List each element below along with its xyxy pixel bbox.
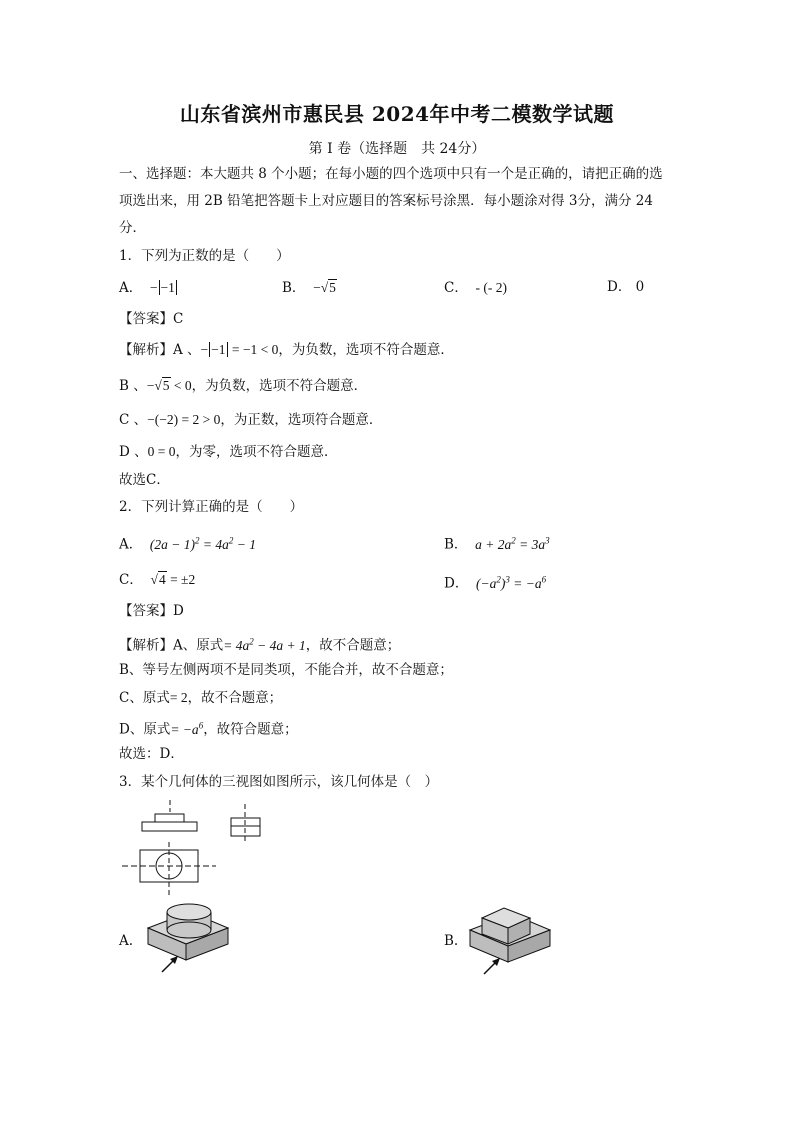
- q1-option-c: C． - (- 2): [444, 280, 507, 296]
- q1-option-b: B． −√5: [282, 280, 336, 296]
- q2-analysis-a: 【解析】A、原式= $4a^2 - 4a + 1$，故不合题意；: [119, 636, 401, 654]
- q2-conclusion: 故选：D．: [119, 746, 184, 762]
- q2-analysis-d: D、原式= $-a^6$，故符合题意；: [119, 720, 298, 738]
- three-view-drawing: [118, 800, 278, 900]
- q1-option-d-label: D．: [607, 279, 632, 295]
- q1-answer: 【答案】C: [119, 311, 184, 327]
- section-heading: 第 I 卷（选择题 共 24分）: [308, 141, 486, 157]
- intro-line-3: 分．: [119, 220, 146, 236]
- q1-option-a: A． − −1: [119, 280, 175, 296]
- q1-option-b-label: B．: [282, 280, 306, 296]
- q2-option-d: D． $(-a^2)^3 = -a^6$: [444, 574, 547, 592]
- q1-analysis-d: D 、0 = 0，为零，选项不符合题意．: [119, 444, 338, 460]
- front-view: [142, 800, 197, 831]
- q1-option-c-label: C．: [444, 280, 468, 296]
- q1-analysis-a: 【解析】A 、− −1 = −1 < 0，为负数，选项不符合题意．: [119, 342, 454, 358]
- q3-option-b-figure: [462, 900, 562, 980]
- q2-option-a: A． $(2a - 1)^2 = 4a^2 - 1$: [119, 535, 257, 553]
- q1-conclusion: 故选C．: [119, 472, 170, 488]
- q2-option-c: C． √4 = ±2: [119, 572, 196, 588]
- q2-option-b-label: B．: [444, 536, 468, 553]
- q2-option-c-label: C．: [119, 572, 143, 588]
- q2-option-d-label: D．: [444, 575, 469, 592]
- side-view: [231, 804, 260, 842]
- q3-option-a-figure: [140, 898, 240, 978]
- q2-stem: 2．下列计算正确的是（ ）: [119, 499, 304, 515]
- q3-option-b-label: B.: [444, 933, 459, 949]
- intro-line-1: 一、选择题：本大题共 8 个小题；在每小题的四个选项中只有一个是正确的，请把正确的选: [119, 166, 663, 182]
- q2-option-a-label: A．: [119, 536, 143, 553]
- q1-option-d-text: 0: [635, 279, 645, 295]
- q2-analysis-b: B、等号左侧两项不是同类项，不能合并，故不合题意；: [119, 662, 453, 678]
- q2-option-b: B． $a + 2a^2 = 3a^3$: [444, 535, 550, 553]
- page-title: 山东省滨州市惠民县 2024年中考二模数学试题: [179, 102, 615, 126]
- q3-stem: 3．某个几何体的三视图如图所示，该几何体是（ ）: [119, 774, 439, 790]
- q2-analysis-c: C、原式= 2，故不合题意；: [119, 690, 283, 706]
- q1-option-d: [607, 278, 644, 297]
- q1-analysis-b: B 、−√5 < 0，为负数，选项不符合题意．: [119, 378, 368, 394]
- q1-stem: 1．下列为正数的是（ ）: [119, 248, 290, 264]
- q3-option-a-label: A.: [119, 933, 134, 949]
- q1-option-a-label: A．: [119, 280, 143, 296]
- q1-analysis-c: C 、−(−2) = 2 > 0，为正数，选项符合题意．: [119, 412, 383, 428]
- top-view: [122, 842, 216, 898]
- intro-line-2: 项选出来，用 2B 铅笔把答题卡上对应题目的答案标号涂黑．每小题涂对得 3分，满分 24: [119, 193, 653, 209]
- q2-answer: 【答案】D: [119, 603, 184, 619]
